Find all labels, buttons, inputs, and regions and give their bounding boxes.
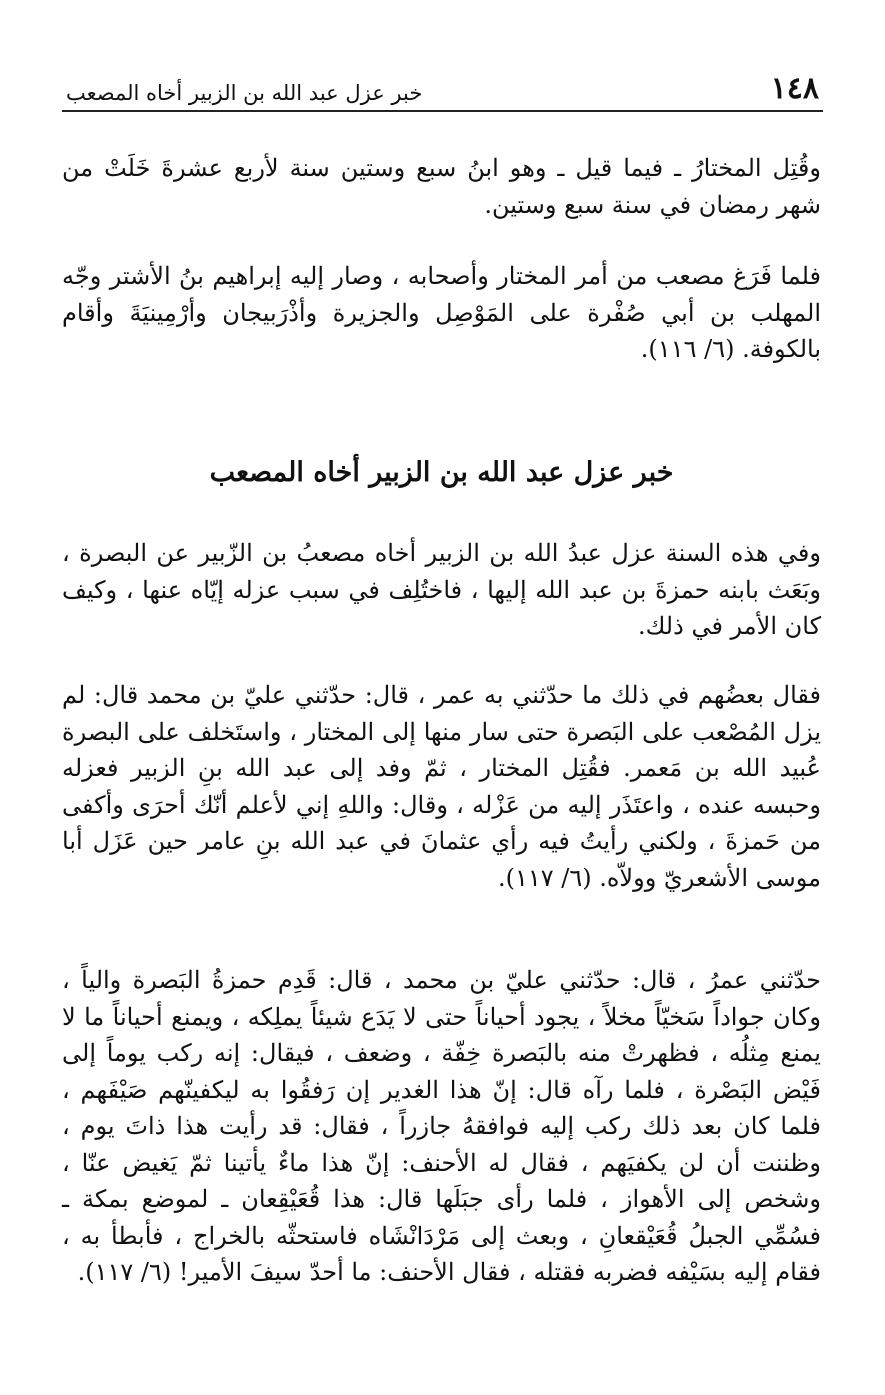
page-number: ١٤٨ xyxy=(770,71,819,106)
paragraph-4: فقال بعضُهم في ذلك ما حدّثني به عمر ، قال: حدّثني عليّ بن محمد قال: لم يزل المُصْعب على البَصرة حتى سار منها إلى المختار ، واستَخلف على البصرة عُبيد الله بن مَعمر. فقُتِل المختار ، ثمّ وفد إلى عبد الله بنِ الزبير فعزله وحبسه عنده ، واعتَذَر إليه من عَزْله ، وقال: واللهِ إني لأعلم أنّك أحرَى وأكفى من حَمزةَ ، ولكني رأيتُ فيه رأي عثمانَ في عبد الله بنِ عامر حين عَزَل أبا موسى الأشعريّ وولاّه. (٦/ ١١٧). xyxy=(62,681,821,892)
running-title: خبر عزل عبد الله بن الزبير أخاه المصعب xyxy=(66,81,423,105)
paragraph-5: حدّثني عمرُ ، قال: حدّثني عليّ بن محمد ، قال: قَدِم حمزةُ البَصرة والياً ، وكان جواداً سَخيّاً مخلاً ، يجود أحياناً حتى لا يَدَع شيئاً يملِكه ، ويمنع أحياناً ما لا يمنع مِثلُه ، فظهرتْ منه بالبَصرة خِفّة ، وضعف ، فيقال: إنه ركب يوماً إلى فَيْض البَصْرة ، فلما رآه قال: إنّ هذا الغدير إن رَفقُوا به ليكفينّهم صَيْفَهم ، فلما كان بعد ذلك ركب إليه فوافقهُ جازراً ، فقال: قد رأيت هذا ذاتَ يوم ، وظننت أن لن يكفيَهم ، فقال له الأحنف: إنّ هذا ماءٌ يأتينا ثمّ يَغيض عنّا ، وشخص إلى الأهواز ، فلما رأى جبَلَها قال: هذا قُعَيْقِعان ـ لموضع بمكة ـ فسُمِّي الجبلُ قُعَيْقعانِ ، وبعث إلى مَرْدَانْشَاه فاستحثّه بالخراج ، فأبطأ به ، فقام إليه بسَيْفه فضربه فقتله ، فقال الأحنف: ما أحدّ سيفَ الأمير! (٦/ ١١٧). xyxy=(62,966,821,1286)
paragraph-1: وقُتِل المختارُ ـ فيما قيل ـ وهو ابنُ سبع وستين سنة لأربع عشرةَ خَلَتْ من شهر رمضان في سنة سبع وستين. xyxy=(62,154,821,219)
paragraph-3: وفي هذه السنة عزل عبدُ الله بن الزبير أخاه مصعبُ بن الزّبير عن البصرة ، وبَعَث بابنه حمزةَ بن عبد الله إليها ، فاختُلِف في سبب عزله إيّاه عنها ، وكيف كان الأمر في ذلك. xyxy=(62,539,821,640)
paragraph-2: فلما فَرَغ مصعب من أمر المختار وأصحابه ، وصار إليه إبراهيم بنُ الأشتر وجّه المهلب بن أبي صُفْرة على المَوْصِل والجزيرة وأذْرَبيجان وأرْمِينيَةَ وأقام بالكوفة. (٦/ ١١٦). xyxy=(62,262,821,363)
section-heading: خبر عزل عبد الله بن الزبير أخاه المصعب xyxy=(209,457,674,488)
running-header xyxy=(62,70,823,112)
